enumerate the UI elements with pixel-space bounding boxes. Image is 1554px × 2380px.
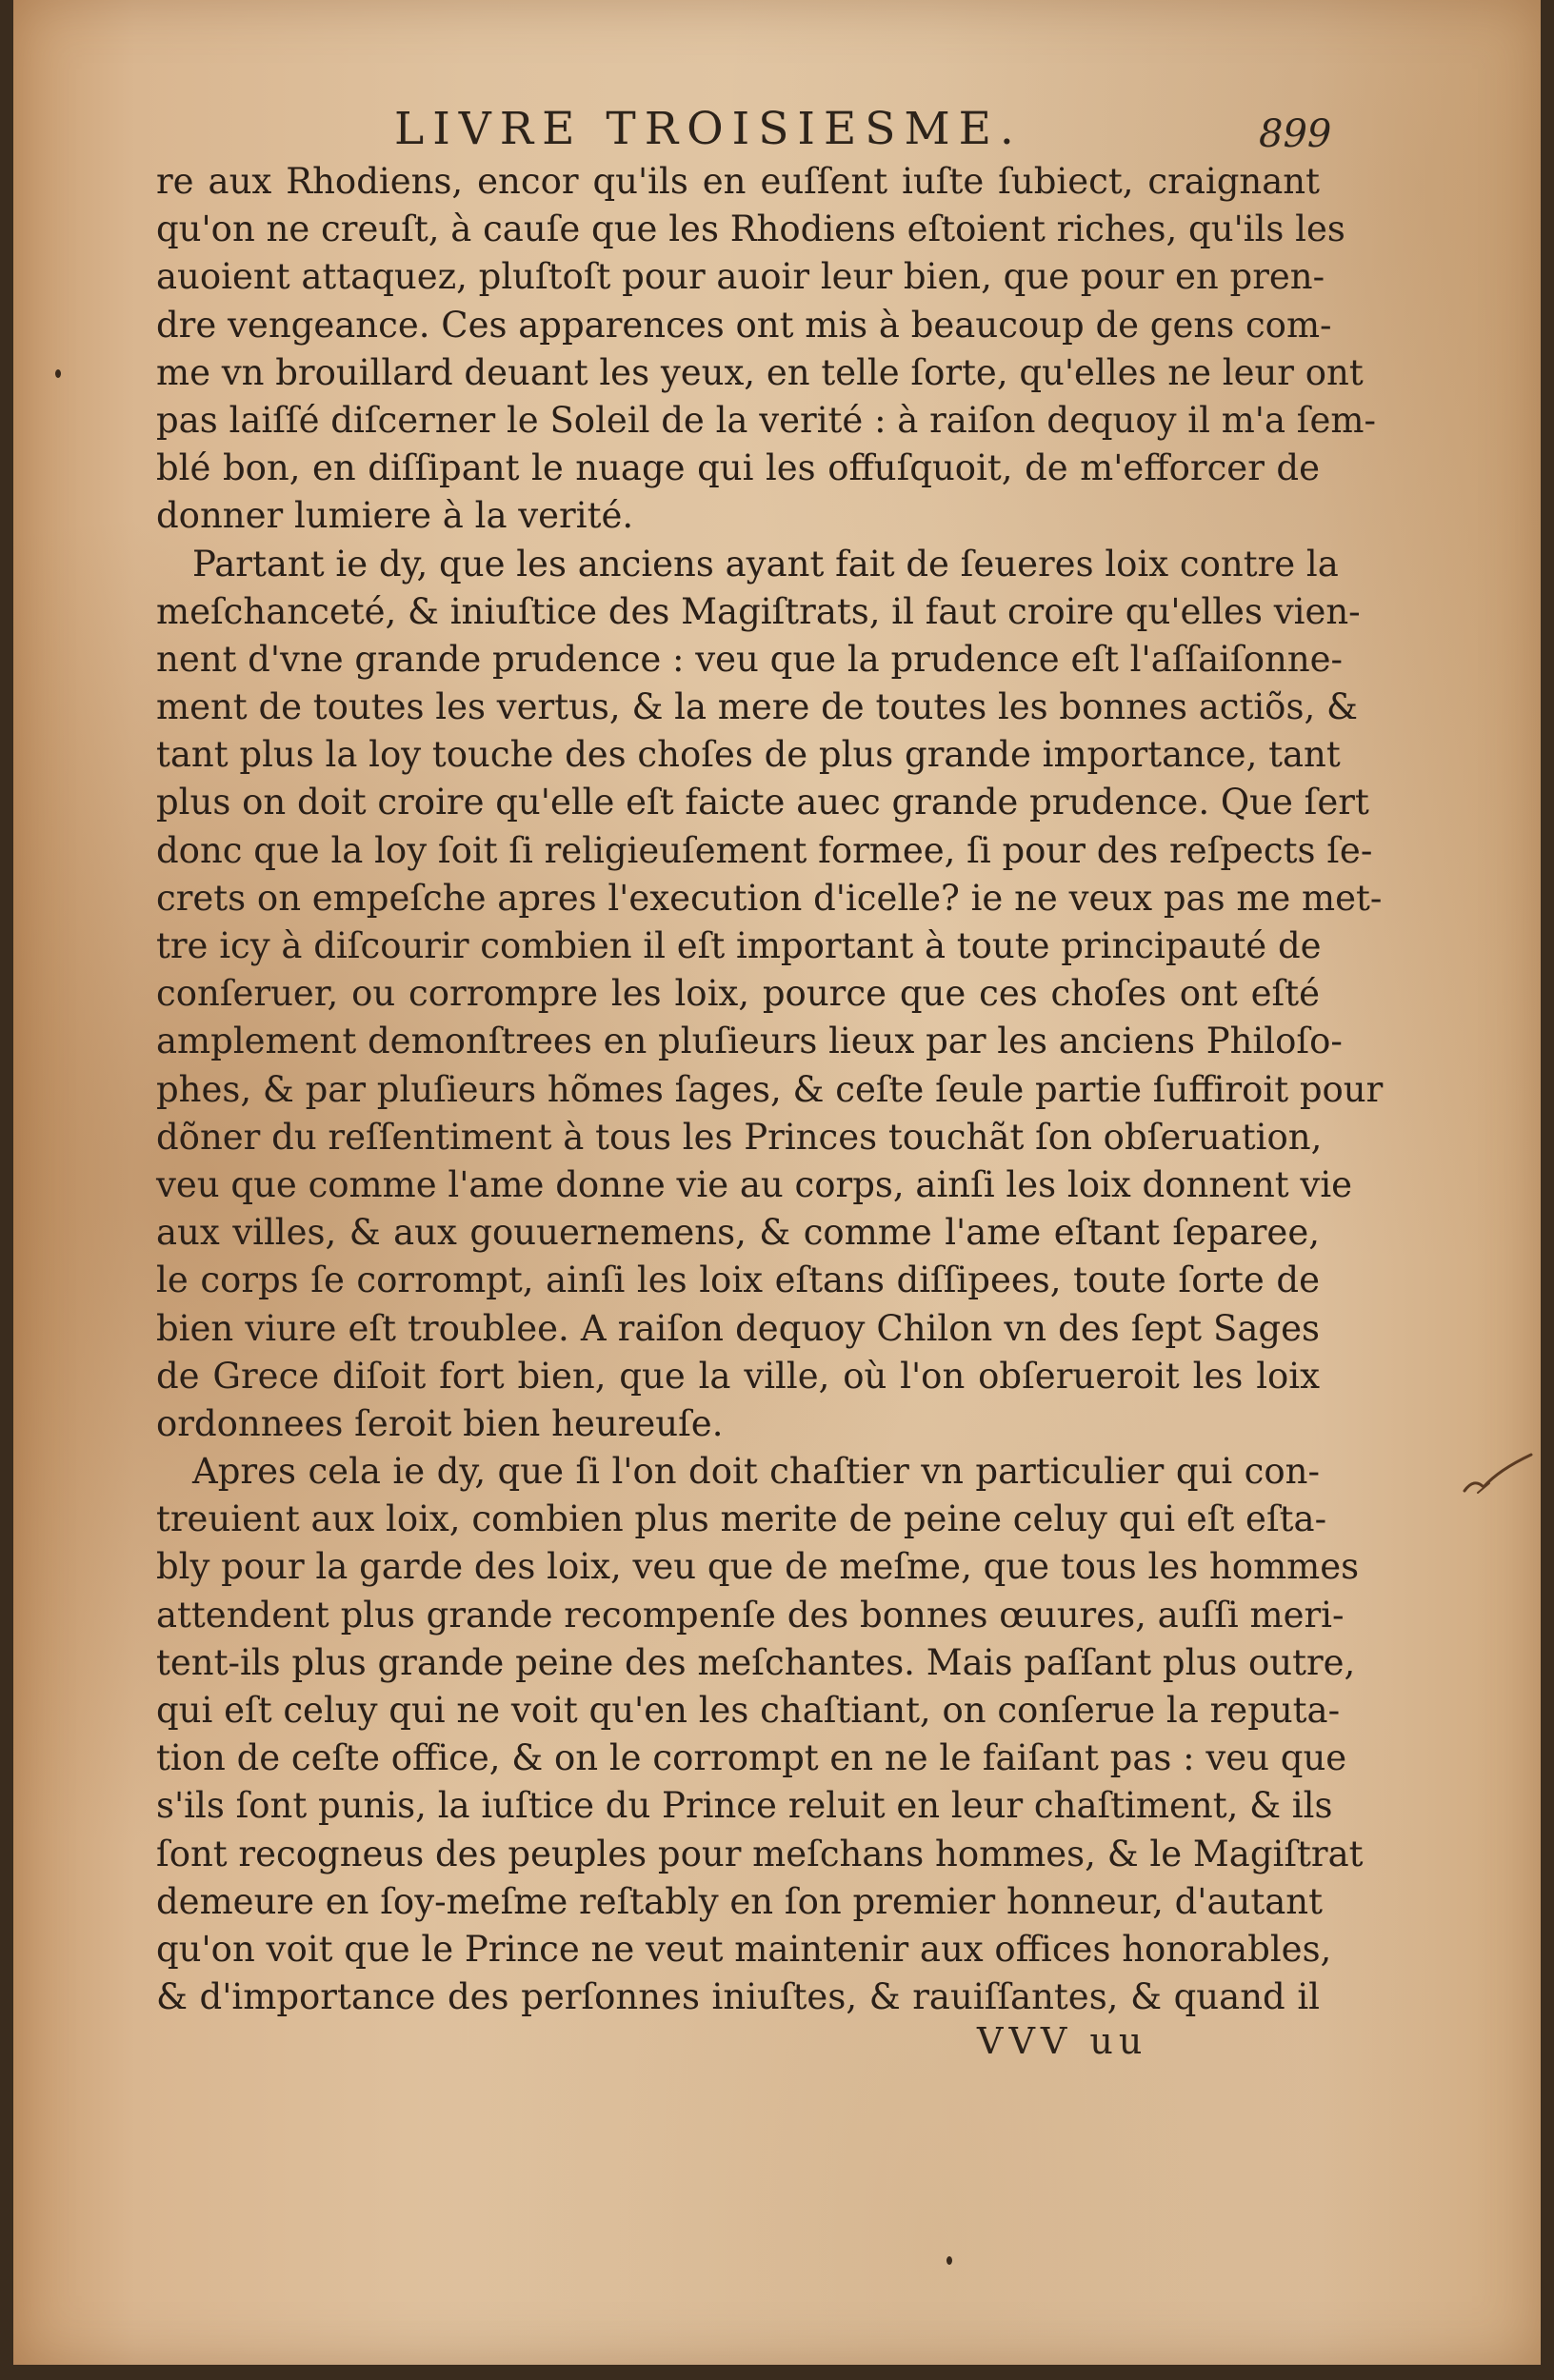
text-line: qu'on voit que le Prince ne veut maintenir aux offices honorables,	[156, 1928, 1332, 1970]
text-line: attendent plus grande recompenſe des bonnes œuures, auſſi meri-	[156, 1594, 1345, 1636]
text-line: aux villes, & aux gouuernemens, & comme l'ame eſtant ſeparee,	[156, 1212, 1320, 1254]
text-line: ordonnees ſeroit bien heureuſe.	[156, 1402, 724, 1444]
text-line: donner lumiere à la verité.	[156, 495, 634, 537]
running-head: LIVRE TROISIESME.	[394, 103, 1023, 155]
text-line: treuient aux loix, combien plus merite de peine celuy qui eſt eſta-	[156, 1498, 1327, 1540]
page-number: 899	[1259, 112, 1332, 156]
text-line: & d'importance des perſonnes iniuſtes, & rauiſſantes, & quand il	[156, 1976, 1320, 2018]
text-line: le corps ſe corrompt, ainſi les loix eſtans diſſipees, toute ſorte de	[156, 1259, 1320, 1301]
text-line: tion de ceſte office, & on le corrompt en ne le faiſant pas : veu que	[156, 1737, 1347, 1779]
text-line: me vn brouillard deuant les yeux, en telle ſorte, qu'elles ne leur ont	[156, 351, 1364, 393]
text-line: s'ils ſont punis, la iuſtice du Prince reluit en leur chaſtiment, & ils	[156, 1785, 1333, 1827]
text-line: phes, & par pluſieurs hõmes ſages, & ceſte ſeule partie ſuffiroit pour	[156, 1068, 1384, 1110]
book-page	[13, 0, 1541, 2365]
text-line: qu'on ne creuſt, à cauſe que les Rhodiens eſtoient riches, qu'ils les	[156, 208, 1345, 250]
text-line: pas laiſſé diſcerner le Soleil de la verité : à raiſon dequoy il m'a ſem-	[156, 399, 1376, 441]
text-line: re aux Rhodiens, encor qu'ils en euſſent iuſte ſubiect, craignant	[156, 161, 1320, 202]
text-line: ſont recogneus des peuples pour meſchans hommes, & le Magiſtrat	[156, 1833, 1364, 1874]
text-line: blé bon, en diſſipant le nuage qui les offuſquoit, de m'efforcer de	[156, 447, 1320, 489]
text-line: dre vengeance. Ces apparences ont mis à beaucoup de gens com-	[156, 304, 1332, 346]
signature-mark: VVV uu	[977, 2020, 1148, 2062]
text-line: auoient attaquez, pluſtoſt pour auoir leur bien, que pour en pren-	[156, 256, 1325, 298]
text-line: tre icy à diſcourir combien il eſt important à toute principauté de	[156, 925, 1322, 966]
text-line: crets on empeſche apres l'execution d'icelle? ie ne veux pas me met-	[156, 877, 1383, 919]
text-line: de Grece diſoit fort bien, que la ville, où l'on obſerueroit les loix	[156, 1355, 1320, 1397]
text-line: bly pour la garde des loix, veu que de meſme, que tous les hommes	[156, 1546, 1360, 1588]
paragraph-start-line: Apres cela ie dy, que ſi l'on doit chaſtier vn particulier qui con-	[192, 1451, 1320, 1493]
text-line: donc que la loy ſoit ſi religieuſement formee, ſi pour des reſpects ſe-	[156, 829, 1373, 871]
text-line: demeure en ſoy-meſme reſtably en ſon premier honneur, d'autant	[156, 1880, 1323, 1922]
text-line: bien viure eſt troublee. A raiſon dequoy Chilon vn des ſept Sages	[156, 1307, 1320, 1349]
marginal-pen-stroke-icon	[1461, 1449, 1537, 1502]
text-line: qui eſt celuy qui ne voit qu'en les chaſtiant, on conſerue la reputa-	[156, 1690, 1341, 1731]
text-line: nent d'vne grande prudence : veu que la prudence eſt l'aſſaiſonne-	[156, 638, 1344, 680]
text-line: plus on doit croire qu'elle eſt faicte auec grande prudence. Que ſert	[156, 782, 1369, 823]
text-line: amplement demonſtrees en pluſieurs lieux par les anciens Philoſo-	[156, 1021, 1343, 1062]
ink-speck	[55, 369, 61, 378]
text-line: dõner du reſſentiment à tous les Princes touchãt ſon obſeruation,	[156, 1116, 1323, 1158]
ink-speck	[946, 2256, 952, 2265]
text-line: conſeruer, ou corrompre les loix, pource que ces choſes ont eſté	[156, 973, 1320, 1015]
text-line: meſchanceté, & iniuſtice des Magiſtrats, il faut croire qu'elles vien-	[156, 590, 1361, 632]
text-line: tant plus la loy touche des choſes de plus grande importance, tant	[156, 734, 1341, 776]
text-line: ment de toutes les vertus, & la mere de toutes les bonnes actiõs, &	[156, 686, 1358, 728]
paragraph-start-line: Partant ie dy, que les anciens ayant fait de ſeueres loix contre la	[192, 543, 1339, 585]
text-line: veu que comme l'ame donne vie au corps, ainſi les loix donnent vie	[156, 1163, 1353, 1205]
text-line: tent-ils plus grande peine des meſchantes. Mais paſſant plus outre,	[156, 1641, 1356, 1683]
body-text	[156, 158, 1384, 2021]
